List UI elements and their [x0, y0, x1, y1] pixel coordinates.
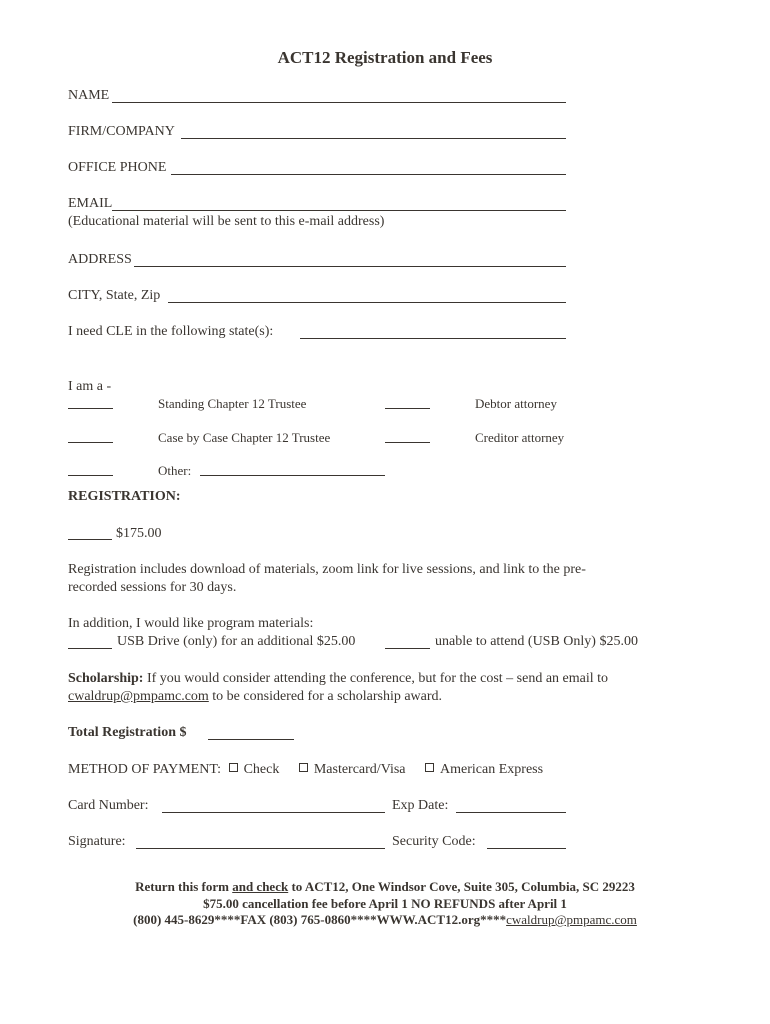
card-label: Mastercard/Visa: [313, 762, 406, 777]
card-checkbox[interactable]: [299, 763, 308, 772]
security-code-label: Security Code:: [392, 834, 476, 849]
usb-option: USB Drive (only) for an additional $25.00: [117, 634, 356, 649]
other-field[interactable]: [200, 475, 385, 476]
footer-contacts: (800) 445-8629****FAX (803) 765-0860****WWW.ACT12.org****: [133, 912, 507, 927]
check-label: Check: [243, 762, 280, 777]
name-field[interactable]: [112, 102, 566, 103]
cle-label: I need CLE in the following state(s):: [68, 324, 274, 339]
fee-amount: $175.00: [116, 526, 162, 541]
payment-label: METHOD OF PAYMENT:: [68, 762, 222, 777]
registration-heading: REGISTRATION:: [68, 489, 181, 504]
signature-label: Signature:: [68, 834, 126, 849]
total-field[interactable]: [208, 739, 294, 740]
scholarship-line-1: [68, 671, 608, 687]
payment-method: [68, 762, 543, 778]
exp-date-label: Exp Date:: [392, 798, 449, 813]
scholarship-text-2: to be considered for a scholarship award.: [212, 689, 443, 704]
firm-field[interactable]: [181, 138, 566, 139]
footer-line-3: [0, 912, 770, 928]
cle-field[interactable]: [300, 338, 566, 339]
security-code-field[interactable]: [487, 848, 566, 849]
footer-email-link[interactable]: cwaldrup@pmpamc.com: [506, 912, 637, 927]
scholarship-email-link[interactable]: cwaldrup@pmpamc.com: [68, 689, 209, 704]
footer-line-2: $75.00 cancellation fee before April 1 NO REFUNDS after April 1: [203, 896, 567, 911]
email-field[interactable]: [112, 210, 566, 211]
scholarship-line-2: [68, 689, 442, 705]
usb-blank[interactable]: [68, 648, 112, 649]
fee-blank[interactable]: [68, 539, 112, 540]
addition-label: In addition, I would like program materials:: [68, 616, 314, 631]
exp-date-field[interactable]: [456, 812, 566, 813]
phone-label: OFFICE PHONE: [68, 160, 167, 175]
phone-field[interactable]: [171, 174, 566, 175]
footer-and-check: and check: [232, 879, 289, 894]
amex-checkbox[interactable]: [425, 763, 434, 772]
includes-line-1: Registration includes download of materials, zoom link for live sessions, and link to the pre-: [68, 562, 586, 577]
role-blank-case[interactable]: [68, 442, 113, 443]
role-blank-debtor[interactable]: [385, 408, 430, 409]
payment-option-check[interactable]: [229, 762, 280, 777]
check-checkbox[interactable]: [229, 763, 238, 772]
signature-field[interactable]: [136, 848, 385, 849]
scholarship-label: Scholarship:: [68, 671, 144, 686]
unable-option: unable to attend (USB Only) $25.00: [435, 634, 638, 649]
includes-line-2: recorded sessions for 30 days.: [68, 580, 237, 595]
page-title: ACT12 Registration and Fees: [277, 48, 493, 67]
role-option-standing: Standing Chapter 12 Trustee: [158, 396, 307, 411]
payment-option-amex[interactable]: [425, 762, 543, 777]
role-option-creditor: Creditor attorney: [475, 430, 565, 445]
footer-line-1: [0, 879, 770, 895]
city-field[interactable]: [168, 302, 566, 303]
email-label: EMAIL: [68, 196, 113, 211]
unable-blank[interactable]: [385, 648, 430, 649]
role-blank-creditor[interactable]: [385, 442, 430, 443]
role-option-case: Case by Case Chapter 12 Trustee: [158, 430, 331, 445]
name-label: NAME: [68, 88, 110, 103]
role-label: I am a -: [68, 379, 112, 394]
card-number-field[interactable]: [162, 812, 385, 813]
amex-label: American Express: [440, 762, 544, 777]
role-blank-other[interactable]: [68, 475, 113, 476]
scholarship-text-1: If you would consider attending the conference, but for the cost – send an email to: [146, 671, 609, 686]
total-label: Total Registration $: [68, 725, 187, 740]
role-option-debtor: Debtor attorney: [475, 396, 557, 411]
role-option-other: Other:: [158, 463, 192, 478]
firm-label: FIRM/COMPANY: [68, 124, 175, 139]
card-number-label: Card Number:: [68, 798, 149, 813]
footer-address: to ACT12, One Windsor Cove, Suite 305, Columbia, SC 29223: [291, 879, 635, 894]
email-note: (Educational material will be sent to this e-mail address): [68, 214, 385, 229]
payment-option-card[interactable]: [299, 762, 406, 777]
address-field[interactable]: [134, 266, 566, 267]
address-label: ADDRESS: [68, 252, 132, 267]
role-blank-standing[interactable]: [68, 408, 113, 409]
footer-return: Return this form: [135, 879, 229, 894]
city-label: CITY, State, Zip: [68, 288, 161, 303]
